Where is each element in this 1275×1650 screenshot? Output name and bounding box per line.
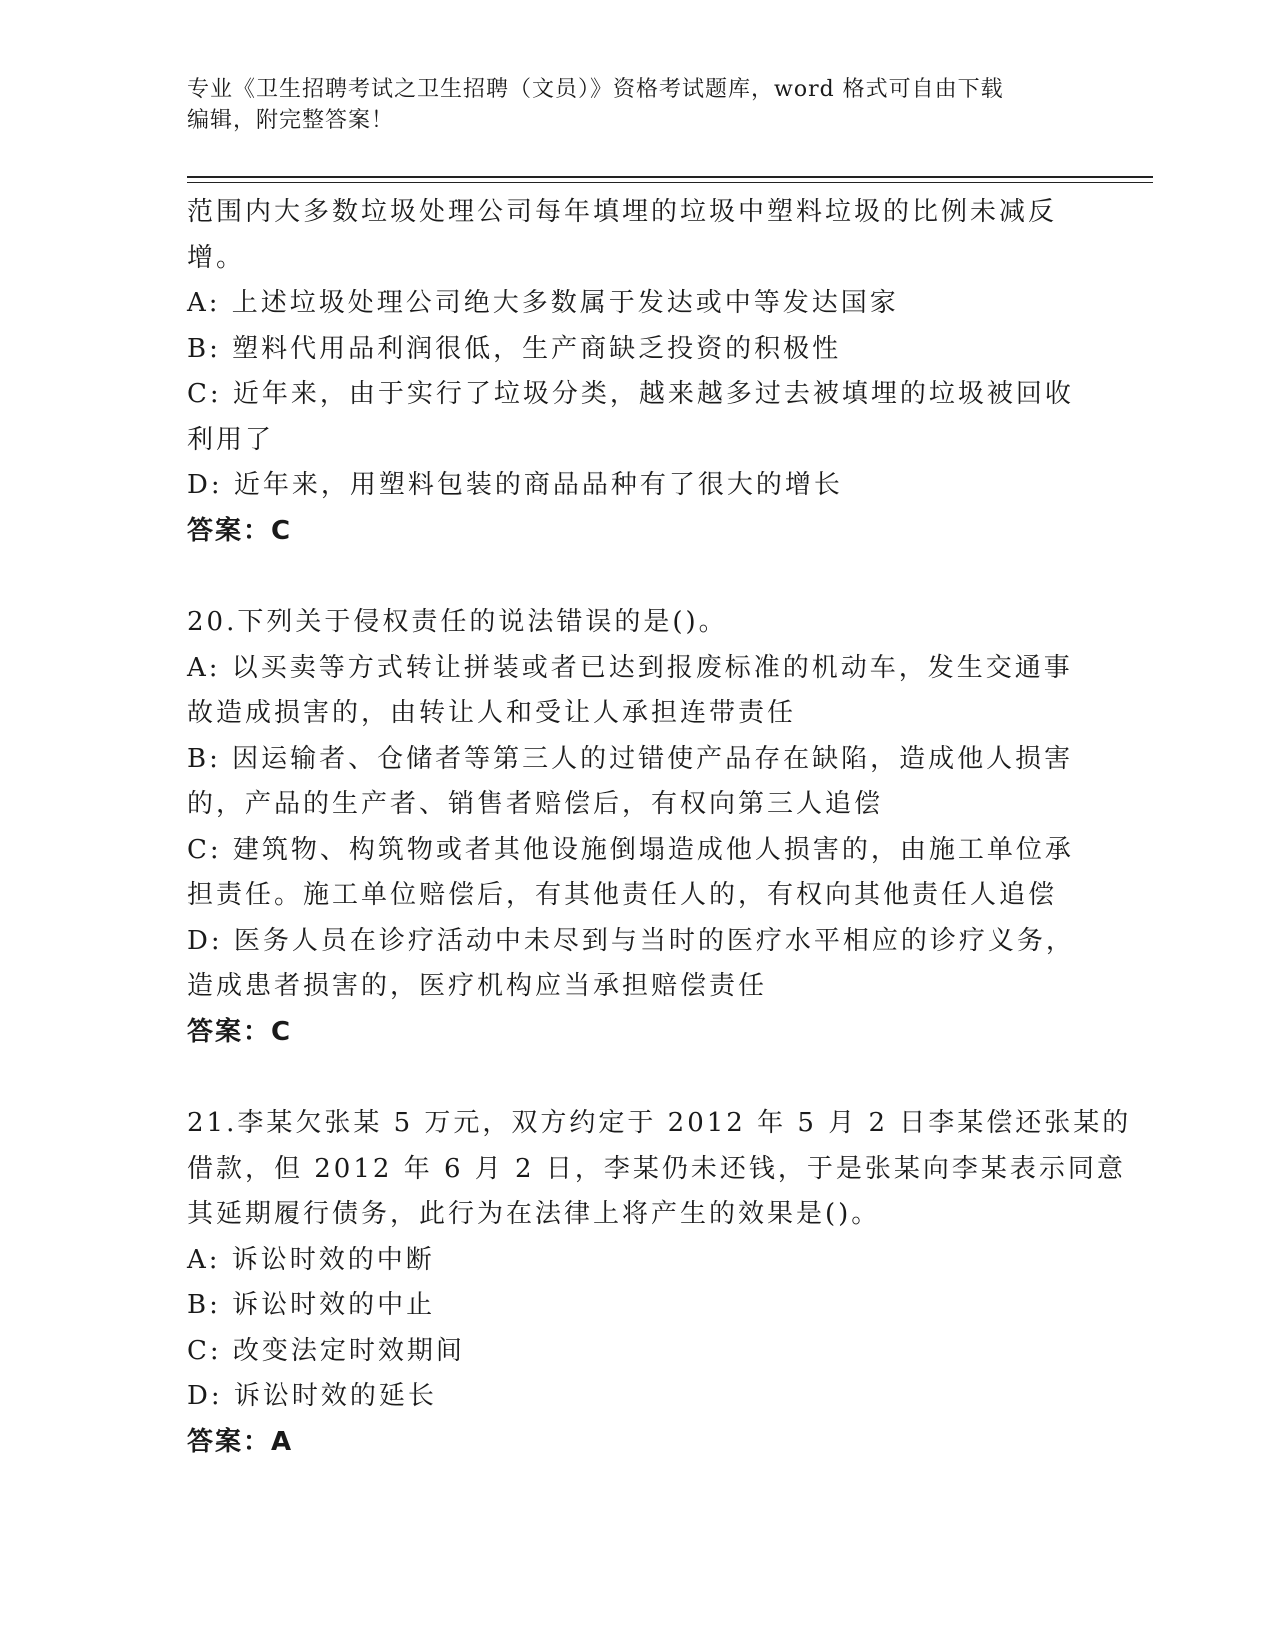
question-stem-line: 其延期履行债务，此行为在法律上将产生的效果是()。 [187, 1199, 881, 1229]
option-c: C: 建筑物、构筑物或者其他设施倒塌造成他人损害的，由施工单位承 [187, 834, 1074, 865]
question-19 [187, 190, 1087, 554]
question-stem-line: 21.李某欠张某 5 万元，双方约定于 2012 年 5 月 2 日李某偿还张某的 [187, 1108, 1132, 1138]
header-divider-thin [187, 182, 1153, 183]
option-a: A: 上述垃圾处理公司绝大多数属于发达或中等发达国家 [187, 288, 899, 318]
question-stem-line: 20.下列关于侵权责任的说法错误的是()。 [187, 607, 728, 637]
option-a: A: 诉讼时效的中断 [187, 1244, 435, 1275]
question-stem-line: 增。 [187, 242, 246, 273]
option-c-continued: 担责任。施工单位赔偿后，有其他责任人的，有权向其他责任人追偿 [187, 880, 1058, 910]
option-d: D: 诉讼时效的延长 [187, 1381, 437, 1411]
header-line-1: 专业《卫生招聘考试之卫生招聘（文员）》资格考试题库，word 格式可自由下载 [187, 77, 1004, 102]
option-b: B: 诉讼时效的中止 [187, 1290, 436, 1320]
option-c-continued: 利用了 [187, 424, 275, 455]
question-20 [187, 600, 1087, 1055]
spacer [187, 554, 1087, 600]
header-line-2: 编辑，附完整答案！ [187, 108, 395, 133]
page-header [187, 74, 1067, 136]
option-c: C: 改变法定时效期间 [187, 1335, 465, 1366]
answer-label: 答案：C [187, 1016, 293, 1047]
answer-label: 答案：A [187, 1426, 294, 1457]
answer-label: 答案：C [187, 515, 293, 546]
header-divider-thick [187, 176, 1153, 178]
question-stem-line: 借款，但 2012 年 6 月 2 日，李某仍未还钱，于是张某向李某表示同意 [187, 1153, 1126, 1184]
option-c: C: 近年来，由于实行了垃圾分类，越来越多过去被填埋的垃圾被回收 [187, 379, 1074, 409]
spacer [187, 1055, 1087, 1101]
option-d-continued: 造成患者损害的，医疗机构应当承担赔偿责任 [187, 971, 768, 1001]
option-b: B: 塑料代用品利润很低，生产商缺乏投资的积极性 [187, 333, 842, 364]
option-b-continued: 的，产品的生产者、销售者赔偿后，有权向第三人追偿 [187, 789, 884, 819]
option-d: D: 近年来，用塑料包装的商品品种有了很大的增长 [187, 470, 843, 500]
question-21 [187, 1101, 1132, 1465]
option-a: A: 以买卖等方式转让拼装或者已达到报废标准的机动车，发生交通事 [187, 652, 1073, 683]
question-list [187, 190, 1132, 1465]
option-d: D: 医务人员在诊疗活动中未尽到与当时的医疗水平相应的诊疗义务， [187, 925, 1075, 956]
option-a-continued: 故造成损害的，由转让人和受让人承担连带责任 [187, 698, 797, 728]
question-stem-line: 范围内大多数垃圾处理公司每年填埋的垃圾中塑料垃圾的比例未减反 [187, 197, 1058, 227]
option-b: B: 因运输者、仓储者等第三人的过错使产品存在缺陷，造成他人损害 [187, 743, 1074, 774]
